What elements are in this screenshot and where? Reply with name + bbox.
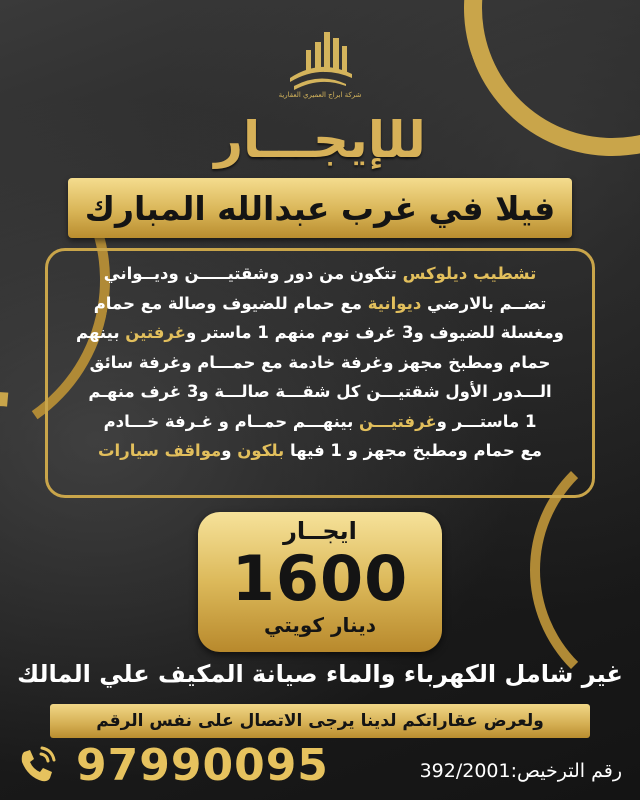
description-text: تضــم بالارضي xyxy=(421,293,547,313)
price-box xyxy=(198,512,442,652)
property-title: فيلا في غرب عبدالله المبارك xyxy=(84,188,556,228)
license-number: رقم الترخيص:392/2001 xyxy=(419,760,622,782)
description-line xyxy=(60,436,580,466)
description-line xyxy=(60,259,580,289)
balcony-highlight: بلكون xyxy=(237,441,285,460)
diwaniya-highlight: ديوانية xyxy=(367,293,422,313)
building-logo-icon xyxy=(280,28,360,90)
utilities-notice: غير شامل الكهرباء والماء صيانة المكيف علي المالك xyxy=(17,660,623,688)
description-text: و xyxy=(221,441,238,460)
description-text: تتكون من دور وشقتيـــــن وديــواني xyxy=(103,264,403,283)
description-line xyxy=(60,407,580,437)
phone-number[interactable]: 97990095 xyxy=(76,740,329,791)
contact-note: ولعرض عقاراتكم لدينا يرجى الاتصال على نفس الرقم xyxy=(96,711,544,731)
price-value: 1600 xyxy=(231,542,409,615)
description-line xyxy=(60,289,580,319)
rooms-highlight: غرفتيـــن xyxy=(359,411,437,431)
rooms-highlight: غرفتين xyxy=(125,323,186,342)
company-name: شركة ابراج العميري العقارية xyxy=(278,91,362,99)
description-text: ومغسلة للضيوف و3 غرف نوم منهم 1 ماستر و xyxy=(185,323,564,342)
description-text: بينهـــم حمــام و غـرفة خـــادم xyxy=(103,411,360,431)
contact-note-bar xyxy=(50,704,590,738)
description-text: بينهم xyxy=(76,323,126,342)
description-text: 1 ماستـــر و xyxy=(436,411,537,431)
description-text: مع حمام للضيوف وصالة مع حمام xyxy=(93,293,368,313)
price-label: ايجــار xyxy=(283,517,357,545)
description-line xyxy=(60,318,580,348)
description-line: الـــدور الأول شقتيـــن كل شقـــة صالـــة و3 غرف منهـم xyxy=(88,382,552,401)
phone-icon xyxy=(16,742,60,786)
headline-for-rent: للإيجـــار xyxy=(214,111,426,169)
parking-highlight: مواقف سيارات xyxy=(97,441,222,460)
finish-highlight: تشطيب ديلوكس xyxy=(402,264,537,283)
price-currency: دينار كويتي xyxy=(263,613,376,637)
description-box xyxy=(45,248,595,498)
company-logo xyxy=(270,28,370,108)
description-text: مع حمام ومطبخ مجهز و 1 فيها xyxy=(284,441,543,460)
description-line: حمام ومطبخ مجهز وغرفة خادمة مع حمـــام وغرفة سائق xyxy=(89,352,551,372)
property-title-bar xyxy=(68,178,572,238)
